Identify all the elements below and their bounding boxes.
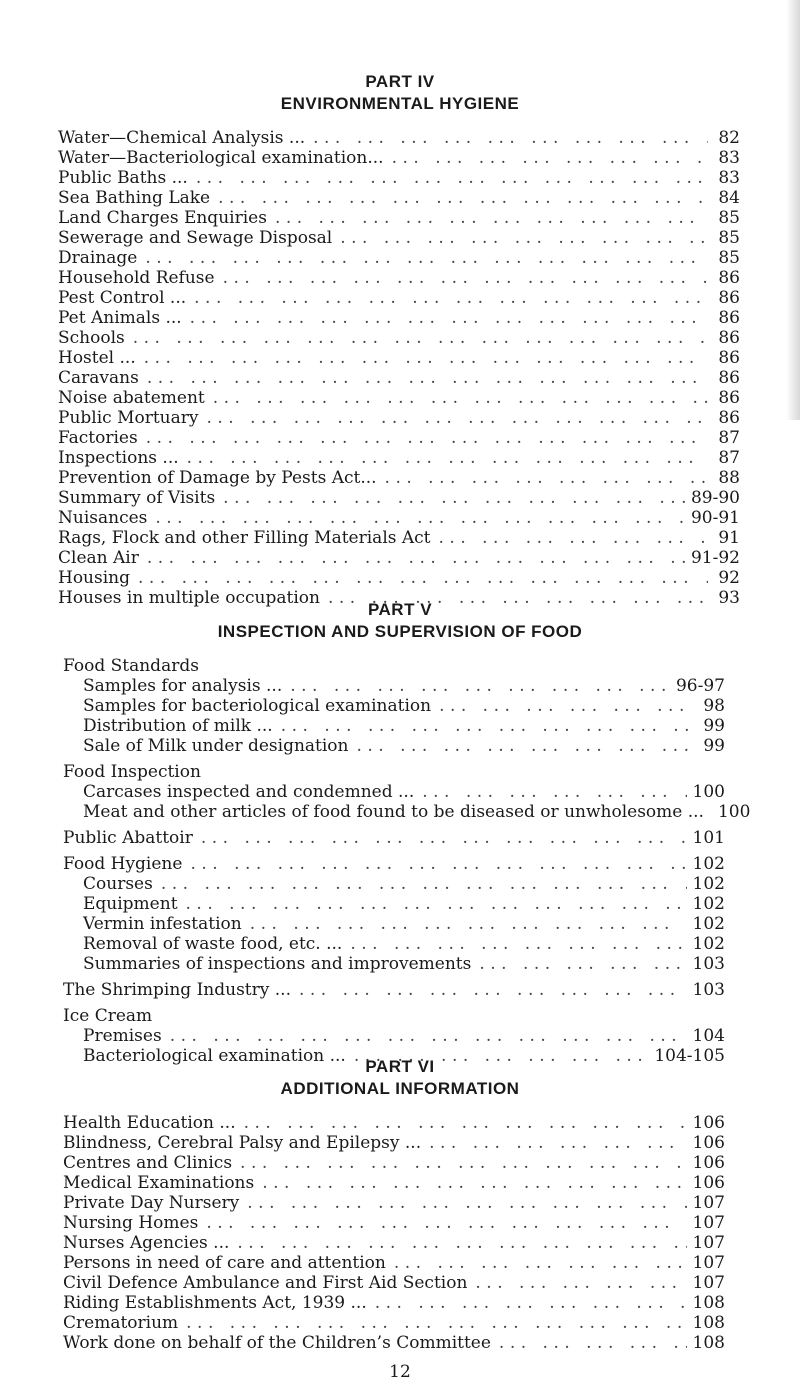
part-v-contents-list — [0, 656, 800, 1066]
dot-leader — [439, 696, 689, 716]
contents-entry — [58, 328, 740, 348]
entry-page-number: 104 — [692, 1026, 725, 1046]
dot-leader — [186, 894, 687, 914]
entry-label: Public Abattoir — [63, 828, 201, 848]
entry-label: Courses — [83, 874, 161, 894]
entry-label: Equipment — [83, 894, 186, 914]
entry-label: Nuisances — [58, 508, 155, 528]
entry-label: Household Refuse — [58, 268, 223, 288]
dot-leader — [479, 954, 686, 974]
dot-leader — [161, 874, 687, 894]
dot-leader — [340, 228, 708, 248]
entry-label: Riding Establishments Act, 1939 ... — [63, 1293, 375, 1313]
contents-entry — [63, 874, 725, 894]
entry-label: Noise abatement — [58, 388, 213, 408]
entry-page-number: 86 — [718, 368, 740, 388]
entry-page-number: 84 — [718, 188, 740, 208]
contents-entry — [58, 228, 740, 248]
entry-page-number: 106 — [692, 1133, 725, 1153]
entry-page-number: 107 — [692, 1273, 725, 1293]
dot-leader — [186, 1313, 686, 1333]
dot-leader — [206, 408, 708, 428]
contents-entry — [63, 716, 725, 736]
contents-entry — [63, 1153, 725, 1173]
contents-group — [63, 854, 725, 974]
contents-entry — [58, 528, 740, 548]
dot-leader — [313, 128, 708, 148]
contents-entry — [63, 934, 725, 954]
entry-label: Drainage — [58, 248, 145, 268]
contents-entry — [58, 208, 740, 228]
contents-entry — [58, 548, 740, 568]
entry-page-number: 101 — [692, 828, 725, 848]
contents-entry — [63, 854, 725, 874]
dot-leader — [138, 568, 708, 588]
contents-entry — [63, 1213, 725, 1233]
dot-leader — [145, 248, 708, 268]
entry-page-number: 107 — [692, 1253, 725, 1273]
contents-entry — [58, 348, 740, 368]
dot-leader — [240, 1153, 687, 1173]
dot-leader — [475, 1273, 686, 1293]
entry-page-number: 85 — [718, 208, 740, 228]
entry-label: Housing — [58, 568, 138, 588]
contents-entry — [63, 828, 725, 848]
part-v-section — [0, 600, 800, 1066]
dot-leader — [144, 348, 708, 368]
part-vi-title: ADDITIONAL INFORMATION — [280, 1079, 520, 1098]
dot-leader — [146, 428, 708, 448]
entry-label: Sale of Milk under designation — [83, 736, 357, 756]
dot-leader — [170, 1026, 687, 1046]
page-number: 12 — [389, 1362, 411, 1382]
entry-page-number: 91 — [718, 528, 740, 548]
dot-leader — [394, 1253, 687, 1273]
entry-page-number: 107 — [692, 1233, 725, 1253]
entry-page-number: 87 — [718, 448, 740, 468]
entry-label: Factories — [58, 428, 146, 448]
dot-leader — [350, 934, 686, 954]
entry-page-number: 86 — [718, 328, 740, 348]
entry-page-number: 103 — [692, 954, 725, 974]
entry-page-number: 108 — [692, 1333, 725, 1353]
contents-entry — [63, 954, 725, 974]
entry-page-number: 102 — [692, 894, 725, 914]
dot-leader — [439, 528, 708, 548]
contents-group — [63, 980, 725, 1000]
dot-leader — [213, 388, 708, 408]
entry-label: Removal of waste food, etc. ... — [83, 934, 350, 954]
contents-entry — [63, 676, 725, 696]
entry-label: Sea Bathing Lake — [58, 188, 218, 208]
part-vi-section — [0, 1057, 800, 1353]
entry-page-number: 104-105 — [654, 1046, 725, 1066]
entry-page-number: 83 — [718, 148, 740, 168]
entry-label: Public Mortuary — [58, 408, 206, 428]
entry-page-number: 93 — [718, 588, 740, 608]
entry-label: Samples for bacteriological examination — [83, 696, 439, 716]
entry-page-number: 102 — [692, 874, 725, 894]
contents-entry — [63, 1273, 725, 1293]
entry-label: Land Charges Enquiries — [58, 208, 275, 228]
entry-label: Blindness, Cerebral Palsy and Epilepsy ... — [63, 1133, 429, 1153]
entry-page-number: 108 — [692, 1313, 725, 1333]
contents-entry — [63, 696, 725, 716]
entry-page-number: 87 — [718, 428, 740, 448]
entry-page-number: 103 — [692, 980, 725, 1000]
dot-leader — [244, 1113, 687, 1133]
dot-leader — [147, 368, 708, 388]
entry-page-number: 86 — [718, 308, 740, 328]
entry-page-number: 108 — [692, 1293, 725, 1313]
entry-page-number: 99 — [703, 736, 725, 756]
entry-label: Premises — [83, 1026, 170, 1046]
contents-entry — [58, 268, 740, 288]
entry-page-number: 85 — [718, 228, 740, 248]
entry-page-number: 98 — [703, 696, 725, 716]
entry-page-number: 100 — [717, 802, 751, 822]
contents-entry — [63, 1113, 725, 1133]
entry-page-number: 102 — [692, 914, 725, 934]
contents-entry — [58, 148, 740, 168]
entry-page-number: 107 — [692, 1213, 725, 1233]
dot-leader — [275, 208, 708, 228]
part-iv-section — [0, 72, 800, 608]
contents-entry — [63, 1233, 725, 1253]
entry-label: Pet Animals ... — [58, 308, 190, 328]
entry-page-number: 88 — [718, 468, 740, 488]
entry-page-number: 99 — [703, 716, 725, 736]
contents-entry — [63, 894, 725, 914]
entry-page-number: 106 — [692, 1153, 725, 1173]
entry-page-number: 86 — [718, 408, 740, 428]
dot-leader — [299, 980, 687, 1000]
contents-group — [63, 656, 725, 756]
entry-page-number: 106 — [692, 1173, 725, 1193]
entry-label: Meat and other articles of food found to be diseased or unwholesome ... — [83, 802, 712, 822]
entry-label: Health Education ... — [63, 1113, 244, 1133]
dot-leader — [147, 548, 685, 568]
dot-leader — [218, 188, 708, 208]
contents-entry — [58, 508, 740, 528]
dot-leader — [357, 736, 690, 756]
dot-leader — [133, 328, 708, 348]
contents-entry — [58, 188, 740, 208]
contents-entry — [58, 488, 740, 508]
entry-page-number: 100 — [692, 782, 725, 802]
entry-label: Carcases inspected and condemned ... — [83, 782, 422, 802]
entry-label: Summary of Visits — [58, 488, 223, 508]
entry-page-number: 107 — [692, 1193, 725, 1213]
entry-page-number: 106 — [692, 1113, 725, 1133]
dot-leader — [290, 676, 670, 696]
group-heading: Food Standards — [63, 656, 199, 676]
entry-page-number: 92 — [718, 568, 740, 588]
dot-leader — [392, 148, 708, 168]
contents-entry — [63, 1293, 725, 1313]
contents-entry — [63, 802, 751, 822]
entry-page-number: 91-92 — [690, 548, 740, 568]
entry-label: Rags, Flock and other Filling Materials Act — [58, 528, 439, 548]
dot-leader — [190, 308, 708, 328]
contents-entry — [58, 248, 740, 268]
contents-entry — [58, 388, 740, 408]
dot-leader — [281, 716, 689, 736]
dot-leader — [194, 288, 708, 308]
contents-entry — [63, 1026, 725, 1046]
dot-leader — [375, 1293, 687, 1313]
contents-group — [63, 828, 725, 848]
contents-entry — [58, 468, 740, 488]
part-vi-contents-list — [0, 1113, 800, 1353]
dot-leader — [429, 1133, 686, 1153]
entry-page-number: 96-97 — [675, 676, 725, 696]
entry-label: The Shrimping Industry ... — [63, 980, 299, 1000]
dot-leader — [247, 1193, 686, 1213]
part-v-heading: PART V — [367, 600, 433, 619]
part-vi-heading: PART VI — [365, 1057, 435, 1076]
entry-label: Samples for analysis ... — [83, 676, 290, 696]
contents-entry — [63, 914, 725, 934]
entry-page-number: 86 — [718, 348, 740, 368]
part-v-title: INSPECTION AND SUPERVISION OF FOOD — [217, 622, 583, 641]
dot-leader — [201, 828, 687, 848]
dot-leader — [206, 1213, 686, 1233]
entry-label: Persons in need of care and attention — [63, 1253, 394, 1273]
dot-leader — [187, 448, 708, 468]
entry-label: Hostel ... — [58, 348, 144, 368]
contents-group — [63, 762, 751, 822]
entry-label: Centres and Clinics — [63, 1153, 240, 1173]
entry-label: Civil Defence Ambulance and First Aid Section — [63, 1273, 475, 1293]
dot-leader — [196, 168, 708, 188]
entry-page-number: 83 — [718, 168, 740, 188]
entry-page-number: 102 — [692, 934, 725, 954]
contents-entry — [58, 448, 740, 468]
entry-label: Inspections ... — [58, 448, 187, 468]
entry-label: Sewerage and Sewage Disposal — [58, 228, 340, 248]
entry-label: Bacteriological examination ... — [83, 1046, 354, 1066]
contents-entry — [58, 288, 740, 308]
entry-page-number: 86 — [718, 288, 740, 308]
entry-label: Caravans — [58, 368, 147, 388]
contents-entry — [63, 1253, 725, 1273]
entry-page-number: 86 — [718, 268, 740, 288]
contents-entry — [58, 168, 740, 188]
dot-leader — [250, 914, 687, 934]
entry-label: Water—Bacteriological examination... — [58, 148, 392, 168]
part-iv-title: ENVIRONMENTAL HYGIENE — [280, 94, 520, 113]
dot-leader — [223, 488, 685, 508]
entry-label: Private Day Nursery — [63, 1193, 247, 1213]
dot-leader — [499, 1333, 687, 1353]
entry-page-number: 90-91 — [690, 508, 740, 528]
contents-entry — [58, 568, 740, 588]
group-heading: Food Inspection — [63, 762, 201, 782]
entry-label: Prevention of Damage by Pests Act... — [58, 468, 385, 488]
entry-label: Nursing Homes — [63, 1213, 206, 1233]
contents-entry — [63, 1193, 725, 1213]
contents-entry — [58, 368, 740, 388]
dot-leader — [262, 1173, 686, 1193]
entry-label: Crematorium — [63, 1313, 186, 1333]
entry-label: Distribution of milk ... — [83, 716, 281, 736]
dot-leader — [237, 1233, 686, 1253]
contents-entry — [58, 408, 740, 428]
entry-page-number: 86 — [718, 388, 740, 408]
dot-leader — [155, 508, 685, 528]
entry-label: Pest Control ... — [58, 288, 194, 308]
dot-leader — [385, 468, 708, 488]
entry-label: Houses in multiple occupation — [58, 588, 328, 608]
contents-entry — [63, 1133, 725, 1153]
entry-label: Medical Examinations — [63, 1173, 262, 1193]
entry-label: Summaries of inspections and improvements — [83, 954, 479, 974]
contents-entry — [63, 736, 725, 756]
entry-label: Schools — [58, 328, 133, 348]
entry-page-number: 82 — [718, 128, 740, 148]
contents-entry — [63, 782, 725, 802]
entry-page-number: 85 — [718, 248, 740, 268]
dot-leader — [223, 268, 708, 288]
entry-label: Vermin infestation — [83, 914, 250, 934]
entry-label: Public Baths ... — [58, 168, 196, 188]
entry-label: Nurses Agencies ... — [63, 1233, 237, 1253]
entry-page-number: 89-90 — [690, 488, 740, 508]
contents-entry — [63, 1333, 725, 1353]
entry-label: Water—Chemical Analysis ... — [58, 128, 313, 148]
part-iv-contents-list — [0, 128, 800, 608]
entry-page-number: 102 — [692, 854, 725, 874]
group-heading: Ice Cream — [63, 1006, 153, 1026]
contents-entry — [58, 308, 740, 328]
contents-entry — [63, 980, 725, 1000]
entry-label: Food Hygiene — [63, 854, 190, 874]
contents-entry — [58, 428, 740, 448]
contents-entry — [58, 128, 740, 148]
entry-label: Clean Air — [58, 548, 147, 568]
dot-leader — [422, 782, 686, 802]
dot-leader — [190, 854, 686, 874]
part-iv-heading: PART IV — [365, 72, 435, 91]
entry-label: Work done on behalf of the Children’s Committee — [63, 1333, 499, 1353]
contents-entry — [63, 1173, 725, 1193]
contents-entry — [63, 1313, 725, 1333]
